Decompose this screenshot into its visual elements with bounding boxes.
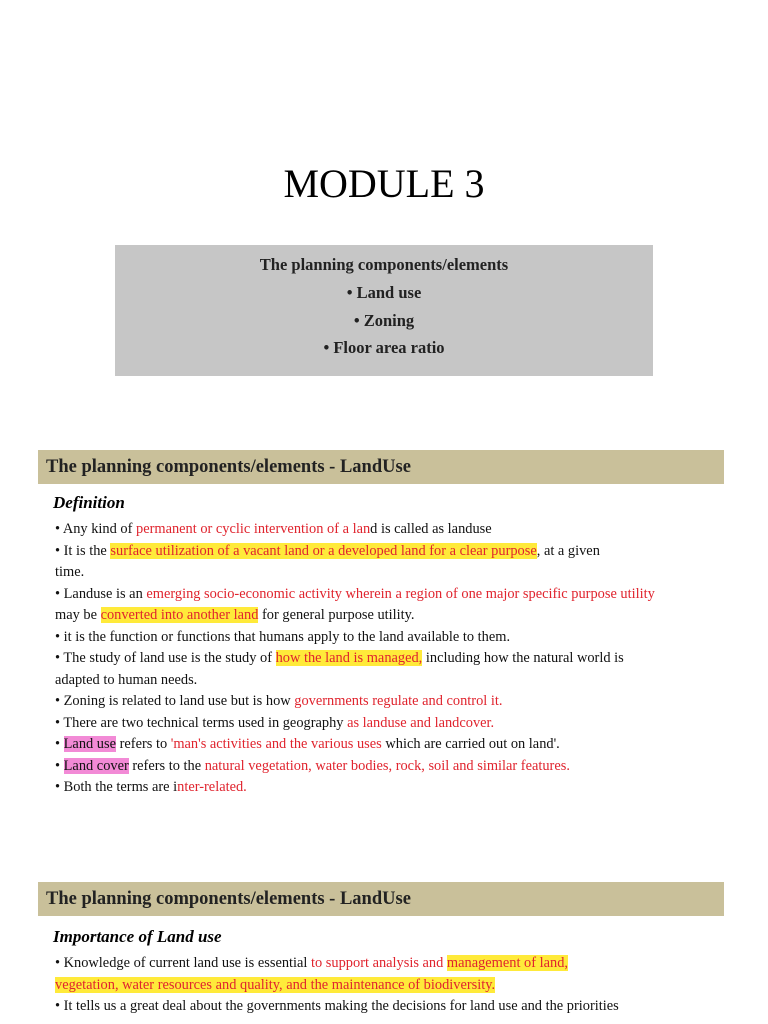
imp-line-1: • Knowledge of current land use is essential to support analysis and management of land,: [55, 955, 568, 971]
def-line-13: • Both the terms are inter-related.: [55, 779, 247, 795]
section2-body: [55, 953, 731, 1018]
summary-heading: The planning components/elements: [259, 255, 509, 274]
section1-body: [55, 519, 731, 799]
summary-item-zoning: • Zoning: [353, 310, 415, 330]
section2-banner: The planning components/elements - LandUse: [38, 882, 724, 916]
def-line-4: • Landuse is an emerging socio-economic activity wherein a region of one major specific purpose utility: [55, 585, 655, 602]
def-line-1: • Any kind of permanent or cyclic intervention of a land is called as landuse: [55, 521, 492, 537]
def-line-2: • It is the surface utilization of a vacant land or a developed land for a clear purpose, at a given: [55, 542, 600, 559]
section1-banner: The planning components/elements - LandUse: [38, 450, 724, 484]
def-line-7: • The study of land use is the study of how the land is managed, including how the natural world is: [55, 650, 624, 666]
def-line-10: • There are two technical terms used in geography as landuse and landcover.: [55, 714, 495, 731]
section1-subheading: Definition: [53, 493, 125, 512]
def-line-3: time.: [55, 564, 85, 580]
summary-box: [115, 245, 653, 376]
def-line-8: adapted to human needs.: [55, 671, 198, 688]
summary-item-land-use: • Land use: [346, 282, 422, 302]
def-line-9: • Zoning is related to land use but is how governments regulate and control it.: [55, 693, 503, 709]
section2-subheading: Importance of Land use: [53, 927, 222, 946]
def-line-5: may be converted into another land for general purpose utility.: [55, 607, 415, 623]
def-line-11: • Land use refers to 'man's activities and the various uses which are carried out on land'.: [55, 736, 560, 752]
imp-line-3: • It tells us a great deal about the governments making the decisions for land use and the priorities: [55, 998, 619, 1014]
summary-item-far: • Floor area ratio: [323, 338, 445, 358]
def-line-6: • it is the function or functions that humans apply to the land available to them.: [55, 628, 511, 645]
module-title: MODULE 3: [283, 161, 485, 206]
def-line-12: • Land cover refers to the natural vegetation, water bodies, rock, soil and similar features.: [55, 757, 570, 774]
imp-line-2: vegetation, water resources and quality, and the maintenance of biodiversity.: [55, 976, 496, 993]
